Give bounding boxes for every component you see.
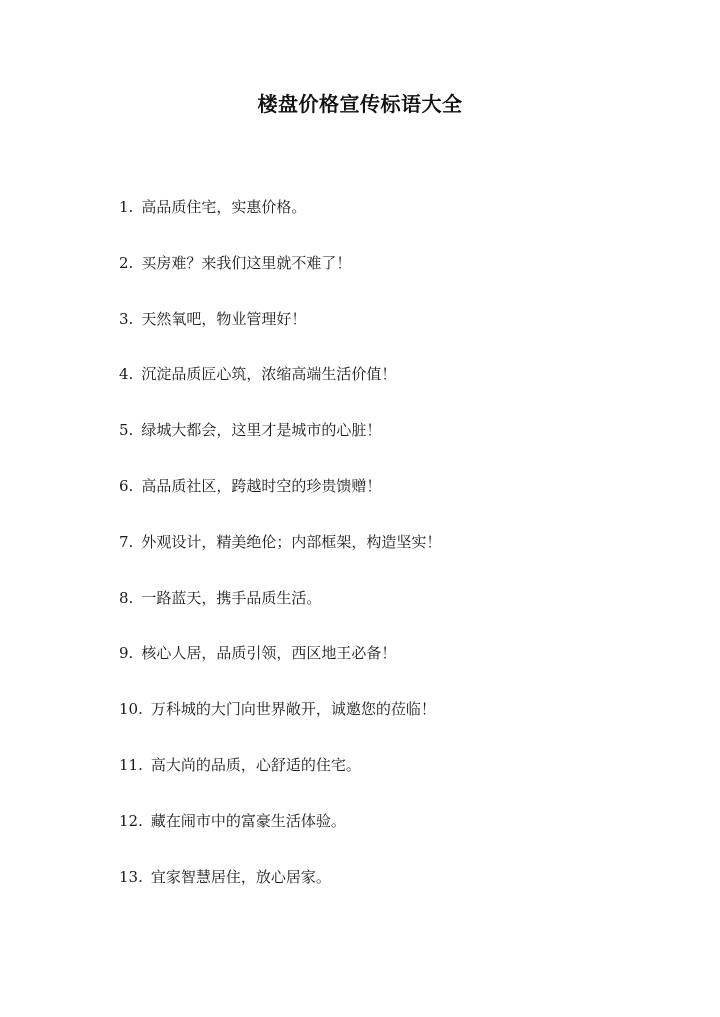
list-item xyxy=(119,252,679,308)
list-item xyxy=(119,587,679,643)
list-item-number: 3. xyxy=(119,309,134,328)
list-item xyxy=(119,810,679,866)
list-item-number: 6. xyxy=(119,476,134,495)
list-item-text: 藏在闹市中的富豪生活体验。 xyxy=(150,811,346,830)
list-item-number: 1. xyxy=(119,198,134,216)
list-item-text: 一路蓝天，携手品质生活。 xyxy=(141,588,322,607)
list-item xyxy=(119,196,679,252)
list-item-number: 9. xyxy=(119,644,134,663)
list-item xyxy=(119,642,679,698)
list-item xyxy=(119,698,679,754)
list-item xyxy=(119,754,679,810)
list-item-number: 2. xyxy=(119,253,134,272)
list-item xyxy=(119,866,679,922)
list-item-text: 绿城大都会，这里才是城市的心脏！ xyxy=(141,421,382,440)
list-item xyxy=(119,363,679,419)
list-item-number: 13. xyxy=(119,867,143,886)
document-title: 楼盘价格宣传标语大全 xyxy=(257,92,463,116)
list-item-number: 7. xyxy=(119,532,134,551)
list-item-text: 万科城的大门向世界敞开，诚邀您的莅临！ xyxy=(150,700,436,719)
list-item-number: 10. xyxy=(119,700,143,719)
list-item-text: 买房难？来我们这里就不难了！ xyxy=(141,253,352,272)
list-item xyxy=(119,419,679,475)
list-item-text: 宜家智慧居住，放心居家。 xyxy=(150,867,331,886)
list-item-text: 高品质住宅，实惠价格。 xyxy=(141,198,307,216)
list-item-number: 5. xyxy=(119,421,134,440)
list-item-text: 外观设计，精美绝伦；内部框架，构造坚实！ xyxy=(141,532,442,551)
slogan-list xyxy=(119,196,679,921)
list-item-text: 高品质社区，跨越时空的珍贵馈赠！ xyxy=(141,476,382,495)
list-item-number: 8. xyxy=(119,588,134,607)
list-item-text: 天然氧吧，物业管理好！ xyxy=(141,309,307,328)
list-item xyxy=(119,531,679,587)
list-item-text: 高大尚的品质，心舒适的住宅。 xyxy=(150,755,361,774)
list-item-number: 11. xyxy=(119,755,143,774)
list-item-number: 4. xyxy=(119,365,134,384)
list-item xyxy=(119,308,679,364)
list-item xyxy=(119,475,679,531)
list-item-text: 核心人居，品质引领，西区地王必备！ xyxy=(141,644,397,663)
list-item-number: 12. xyxy=(119,811,143,830)
list-item-text: 沉淀品质匠心筑，浓缩高端生活价值！ xyxy=(141,365,397,384)
